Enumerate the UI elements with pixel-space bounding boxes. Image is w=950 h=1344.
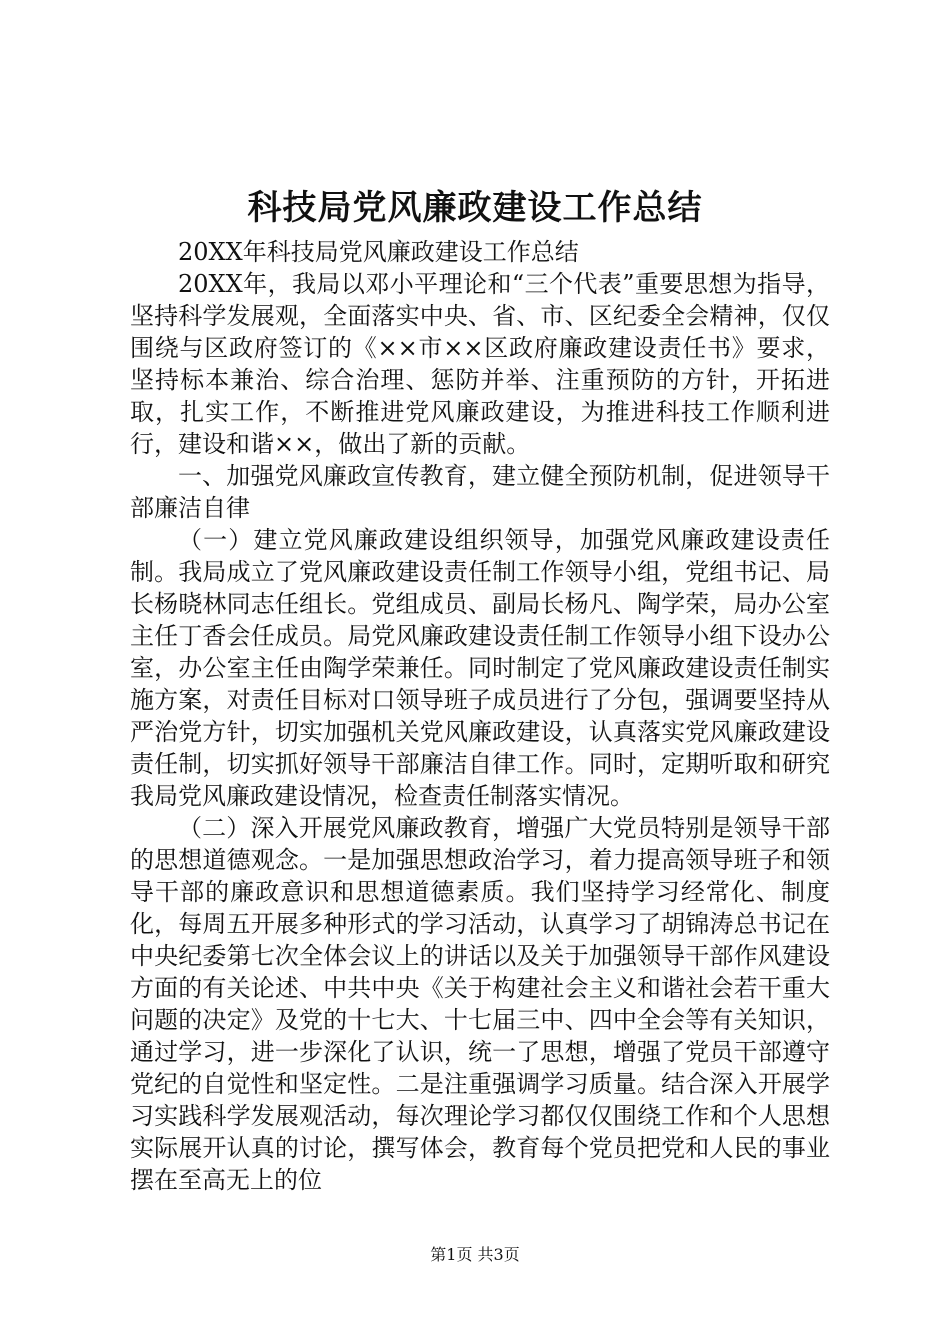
document-body — [130, 236, 830, 1196]
section-heading: 一、加强党风廉政宣传教育，建立健全预防机制，促进领导干部廉洁自律 — [130, 462, 830, 522]
body-paragraph: （二）深入开展党风廉政教育，增强广大党员特别是领导干部的思想道德观念。一是加强思想政治学习，着力提高领导班子和领导干部的廉政意识和思想道德素质。我们坚持学习经常化、制度化，每周五开展多种形式的学习活动，认真学习了胡锦涛总书记在中央纪委第七次全体会议上的讲话以及关于加强领导干部作风建设方面的有关论述、中共中央《关于构建社会主义和谐社会若干重大问题的决定》及党的十七大、十七届三中、四中全会等有关知识，通过学习，进一步深化了认识，统一了思想，增强了党员干部遵守党纪的自觉性和坚定性。二是注重强调学习质量。结合深入开展学习实践科学发展观活动，每次理论学习都仅仅围绕工作和个人思想实际展开认真的讨论，撰写体会，教育每个党员把党和人民的事业摆在至高无上的位 — [130, 814, 830, 1194]
body-paragraph: （一）建立党风廉政建设组织领导，加强党风廉政建设责任制。我局成立了党风廉政建设责任制工作领导小组，党组书记、局长杨晓林同志任组长。党组成员、副局长杨凡、陶学荣，局办公室主任丁香会任成员。局党风廉政建设责任制工作领导小组下设办公室，办公室主任由陶学荣兼任。同时制定了党风廉政建设责任制实施方案，对责任目标对口领导班子成员进行了分包，强调要坚持从严治党方针，切实加强机关党风廉政建设，认真落实党风廉政建设责任制，切实抓好领导干部廉洁自律工作。同时，定期听取和研究我局党风廉政建设情况，检查责任制落实情况。 — [130, 526, 830, 810]
intro-paragraph: 20XX年，我局以邓小平理论和“三个代表”重要思想为指导，坚持科学发展观，全面落实中央、省、市、区纪委全会精神，仅仅围绕与区政府签订的《××市××区政府廉政建设责任书》要求，坚持标本兼治、综合治理、惩防并举、注重预防的方针，开拓进取，扎实工作，不断推进党风廉政建设，为推进科技工作顺利进行，建设和谐××，做出了新的贡献。 — [130, 270, 830, 458]
subtitle-paragraph: 20XX年科技局党风廉政建设工作总结 — [178, 238, 579, 266]
page-number-footer: 第1页 共3页 — [430, 1245, 520, 1264]
document-title: 科技局党风廉政建设工作总结 — [247, 188, 703, 228]
